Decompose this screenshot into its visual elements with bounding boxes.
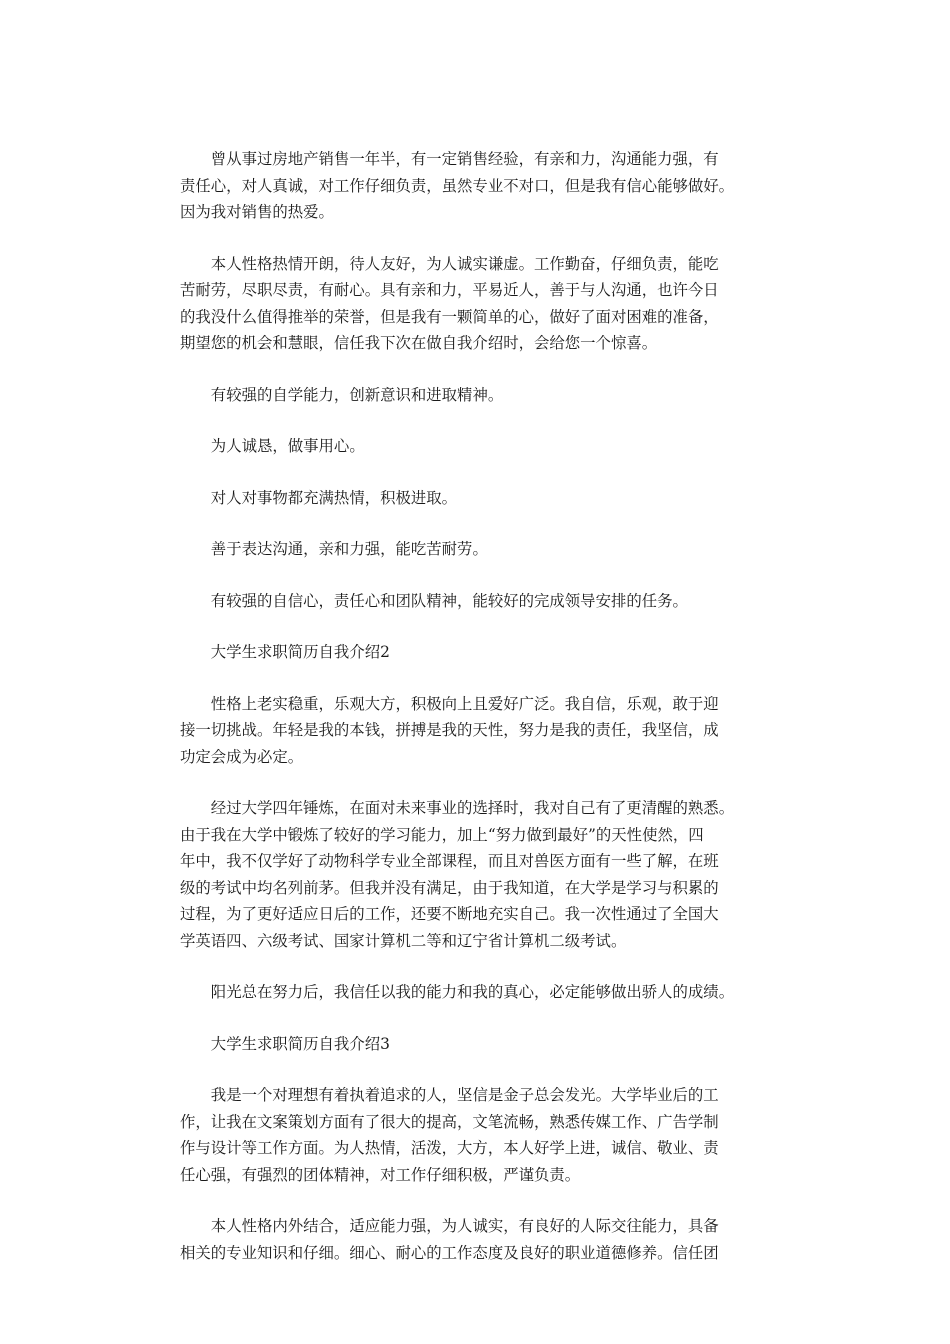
- text-line: 苦耐劳，尽职尽责，有耐心。具有亲和力，平易近人，善于与人沟通，也许今日: [180, 281, 719, 299]
- paragraph: [180, 588, 780, 615]
- text-line: 接一切挑战。年轻是我的本钱，拼搏是我的天性，努力是我的责任，我坚信，成: [180, 721, 719, 739]
- paragraph: [180, 1213, 780, 1266]
- paragraph: [180, 433, 780, 460]
- text-line: 的我没什么值得推举的荣誉，但是我有一颗简单的心，做好了面对困难的准备，: [180, 307, 719, 326]
- text-line: 级的考试中均名列前茅。但我并没有满足，由于我知道，在大学是学习与积累的: [180, 878, 719, 897]
- text-line: 经过大学四年锤炼，在面对未来事业的选择时，我对自己有了更清醒的熟悉。: [210, 799, 735, 817]
- text-line: 对人对事物都充满热情，积极进取。: [210, 488, 458, 507]
- text-line: 大学生求职简历自我介绍3: [210, 1034, 390, 1053]
- paragraph: [180, 485, 780, 512]
- paragraph: [180, 691, 780, 771]
- text-line: 有较强的自信心，责任心和团队精神，能较好的完成领导安排的任务。: [210, 591, 688, 610]
- text-line: 大学生求职简历自我介绍2: [210, 643, 390, 661]
- paragraph: [180, 639, 780, 666]
- text-line: 为人诚恳，做事用心。: [210, 437, 365, 455]
- text-line: 相关的专业知识和仔细。细心、耐心的工作态度及良好的职业道德修养。信任团: [180, 1243, 719, 1262]
- text-line: 阳光总在努力后，我信任以我的能力和我的真心，必定能够做出骄人的成绩。: [210, 983, 735, 1001]
- text-line: 功定会成为必定。: [180, 747, 304, 766]
- text-line: 因为我对销售的热爱。: [180, 203, 334, 221]
- text-line: 期望您的机会和慧眼，信任我下次在做自我介绍时，会给您一个惊喜。: [180, 334, 658, 352]
- paragraph: [180, 251, 780, 357]
- text-line: 我是一个对理想有着执着追求的人，坚信是金子总会发光。大学毕业后的工: [210, 1086, 719, 1104]
- document-body: [180, 146, 780, 1291]
- text-line: 过程，为了更好适应日后的工作，还要不断地充实自己。我一次性通过了全国大: [180, 905, 719, 923]
- text-line: 作，让我在文案策划方面有了很大的提高，文笔流畅，熟悉传媒工作、广告学制: [180, 1112, 719, 1131]
- paragraph: [180, 795, 780, 954]
- text-line: 由于我在大学中锻炼了较好的学习能力，加上“努力做到最好”的天性使然，四: [180, 825, 704, 844]
- paragraph: [180, 536, 780, 563]
- text-line: 任心强，有强烈的团体精神，对工作仔细积极，严谨负责。: [180, 1165, 581, 1184]
- text-line: 本人性格内外结合，适应能力强，为人诚实，有良好的人际交往能力，具备: [210, 1217, 719, 1235]
- paragraph: [180, 1082, 780, 1188]
- text-line: 曾从事过房地产销售一年半，有一定销售经验，有亲和力，沟通能力强，有: [210, 150, 719, 168]
- text-line: 性格上老实稳重，乐观大方，积极向上且爱好广泛。我自信，乐观，敢于迎: [210, 694, 719, 713]
- text-line: 作与设计等工作方面。为人热情，活泼，大方，本人好学上进，诚信、敬业、责: [180, 1139, 719, 1157]
- text-line: 本人性格热情开朗，待人友好，为人诚实谦虚。工作勤奋，仔细负责，能吃: [210, 254, 719, 273]
- paragraph: [180, 979, 780, 1006]
- paragraph: [180, 146, 780, 226]
- text-line: 责任心，对人真诚，对工作仔细负责，虽然专业不对口，但是我有信心能够做好。: [180, 176, 735, 195]
- text-line: 有较强的自学能力，创新意识和进取精神。: [210, 385, 504, 404]
- paragraph: [180, 1031, 780, 1058]
- text-line: 善于表达沟通，亲和力强，能吃苦耐劳。: [210, 540, 488, 558]
- text-line: 年中，我不仅学好了动物科学专业全部课程，而且对兽医方面有一些了解，在班: [180, 852, 719, 870]
- paragraph: [180, 382, 780, 409]
- text-line: 学英语四、六级考试、国家计算机二等和辽宁省计算机二级考试。: [180, 931, 627, 950]
